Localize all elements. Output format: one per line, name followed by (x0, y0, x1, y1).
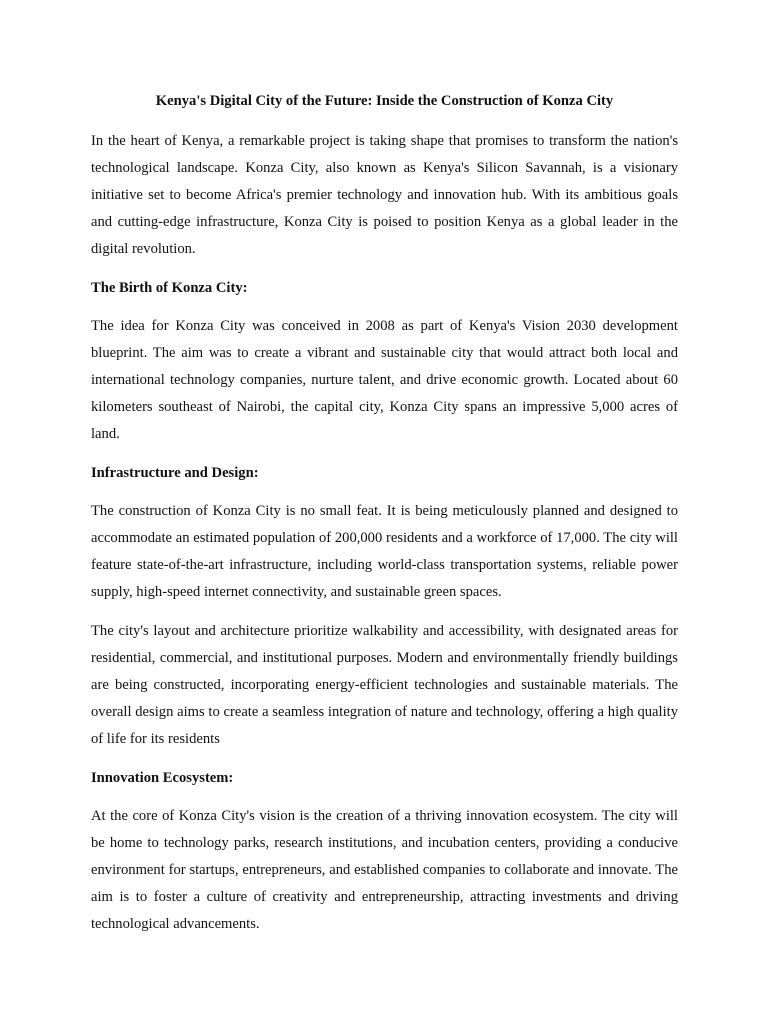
intro-paragraph: In the heart of Kenya, a remarkable project is taking shape that promises to transform the nation's technological landscape. Konza City, also known as Kenya's Silicon Savannah, is a visionary initiative set to become Africa's premier technology and innovation hub. With its ambitious goals and cutting-edge infrastructure, Konza City is poised to position Kenya as a global leader in the digital revolution. (91, 133, 678, 257)
document-page (91, 88, 678, 950)
section-heading-infrastructure: Infrastructure and Design: (91, 465, 259, 481)
section-heading-innovation: Innovation Ecosystem: (91, 770, 234, 786)
section-paragraph-infrastructure-1: The construction of Konza City is no small feat. It is being meticulously planned and designed to accommodate an estimated population of 200,000 residents and a workforce of 17,000. The city will feature state-of-the-art infrastructure, including world-class transportation systems, reliable power supply, high-speed internet connectivity, and sustainable green spaces. (91, 503, 678, 600)
section-paragraph-innovation: At the core of Konza City's vision is the creation of a thriving innovation ecosystem. The city will be home to technology parks, research institutions, and incubation centers, providing a conducive environment for startups, entrepreneurs, and established companies to collaborate and innovate. The aim is to foster a culture of creativity and entrepreneurship, attracting investments and driving technological advancements. (91, 808, 678, 932)
document-title: Kenya's Digital City of the Future: Inside the Construction of Konza City (155, 93, 614, 109)
section-paragraph-infrastructure-2: The city's layout and architecture prioritize walkability and accessibility, with designated areas for residential, commercial, and institutional purposes. Modern and environmentally friendly buildings are being constructed, incorporating energy-efficient technologies and sustainable materials. The overall design aims to create a seamless integration of nature and technology, offering a high quality of life for its residents (91, 623, 678, 747)
section-paragraph-birth: The idea for Konza City was conceived in 2008 as part of Kenya's Vision 2030 development blueprint. The aim was to create a vibrant and sustainable city that would attract both local and international technology companies, nurture talent, and drive economic growth. Located about 60 kilometers southeast of Nairobi, the capital city, Konza City spans an impressive 5,000 acres of land. (91, 318, 678, 442)
section-heading-birth: The Birth of Konza City: (91, 280, 248, 296)
